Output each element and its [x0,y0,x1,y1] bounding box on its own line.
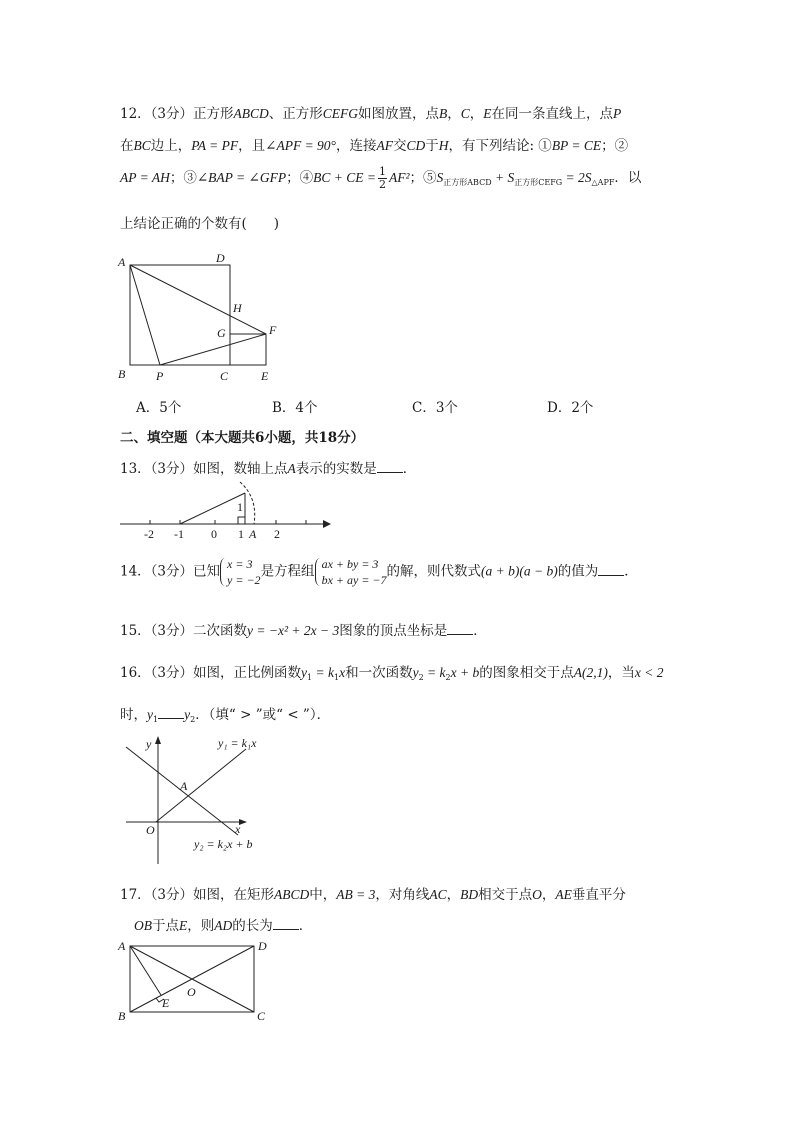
option-a[interactable]: A．5个 [136,400,182,416]
label-f: F [269,323,277,337]
tick-1: 1 [238,527,244,541]
tick-2: 2 [274,527,280,541]
label-c: C [257,1009,266,1023]
hypotenuse [180,493,245,524]
tick-0: 0 [211,527,217,541]
y-axis-label: y [146,737,152,751]
label-a: A [118,255,126,269]
q17-line-1: 17．（3分）如图，在矩形ABCD中，AB = 3，对角线AC，BD相交于点O，AE垂直平分 [120,887,626,903]
equation-system: ax + by = 3 bx + ay = −7 [315,556,387,588]
segment-pf [160,334,266,365]
segment-ae [130,946,161,995]
label-d: D [258,939,267,953]
segment-ap [130,265,160,365]
label-d: D [216,251,225,265]
q12-line-1: 12．（3分）正方形ABCD、正方形CEFG如图放置，点B，C，E在同一条直线上，点P [120,106,622,122]
q16-line-1: 16．（3分）如图，正比例函数$y_1 = k_1x$和一次函数$y_2 = k_2x + b$的图象相交于点A(2,1)，当x < 2 [120,665,664,682]
label-e: E [261,369,269,383]
q12-line-3: AP = AH；③∠BAP = ∠GFP；④BC + CE = $\frac{1}{2}$ AF²；$⑤S_{正方形ABCD} + S_{正方形CEFG} = 2S_{\triangle APF}$．以 [120,165,642,191]
line-y2-label: y₂ = k₂x + b [194,837,253,851]
label-a: A [118,939,126,953]
line-y1-label: y₁ = k₁x [218,736,257,750]
label-p: P [156,369,164,383]
side-label: 1 [237,500,243,514]
fraction-one-half: $\frac{1}{2}$ [378,165,386,191]
line-y1 [156,749,246,822]
answer-blank[interactable] [598,563,624,576]
segment-af [130,265,266,334]
label-g: G [217,326,226,340]
q17-figure [116,938,276,1026]
label-e: E [162,996,170,1010]
option-c[interactable]: C．3个 [412,400,458,416]
label-o: O [187,985,196,999]
answer-blank[interactable] [447,622,473,635]
q13-number-line [118,480,333,542]
q12-line-4: 上结论正确的个数有( ) [120,216,280,232]
q13-line: 13．（3分）如图，数轴上点A表示的实数是 ． [120,461,417,477]
square-cefg [230,334,266,365]
option-b[interactable]: B．4个 [272,400,318,416]
y-arrow [155,736,161,744]
answer-blank[interactable] [273,917,299,930]
tick-minus-1: -1 [174,527,184,541]
q17-line-2: OB于点E，则AD的长为 ． [134,918,313,934]
label-b: B [118,1009,126,1023]
solution-system: x = 3 y = −2 [220,556,261,588]
section-title: 二、填空题（本大题共6小题，共18分） [120,430,365,446]
label-c: C [220,369,229,383]
q12-figure [116,250,286,385]
x-axis-label: x [235,822,241,836]
intersection-label: A [180,779,188,793]
label-h: H [233,301,242,315]
q15-line: 15．（3分）二次函数y = −x² + 2x − 3图象的顶点坐标是 ． [120,623,487,639]
origin-label: O [146,823,155,837]
tick-minus-2: -2 [144,527,154,541]
label-b: B [118,367,126,381]
answer-blank[interactable] [377,460,403,473]
q14-line: 14．（3分）已知 x = 3 y = −2 是方程组 ax + by = 3 bx + ay = −7 的解，则代数式(a + b)(a − b)的值为 ． [120,557,638,587]
q16-graph [118,732,278,867]
q16-line-2: 时，$y_1$ $y_2$．（填“ > ”或“ < ”）． [120,707,331,724]
answer-blank[interactable] [158,706,184,719]
point-a-label: A [249,527,257,541]
option-d[interactable]: D．2个 [547,400,594,416]
q12-line-2: 在BC边上，PA = PF，且∠APF = 90°，连接AF交CD于H，有下列结论: ①BP = CE；② [120,138,629,154]
arrow-head [323,520,331,528]
right-angle-mark [238,517,245,524]
